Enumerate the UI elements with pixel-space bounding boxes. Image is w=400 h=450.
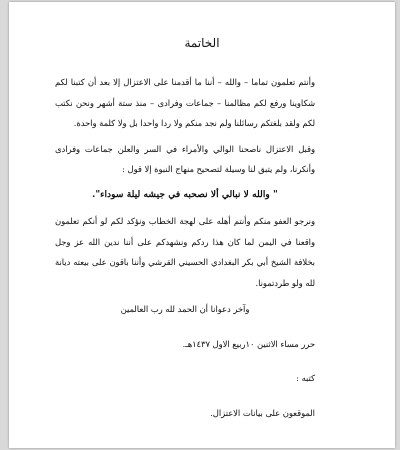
quote: " والله لا نبالي ألا نصحبه في جيشه ليلة سوداء". (92, 188, 278, 200)
document-page (9, 2, 395, 448)
paragraph-2 (55, 139, 315, 180)
page-title: الخاتمة (184, 36, 220, 50)
paragraph-1-text: وأنتم تعلمون تماما – والله – أننا ما أقدمنا على الاعتزال إلا بعد أن كتبنا لكم شكاوينا ورفع لكم مظالمنا – جماعات وفرادى – منذ ستة أشهر ونحن نكتب لكم ولقد بلغتكم رسائلنا ولم نجد منكم ولا ردا واحدا بل ولا كلمة واحدة. (55, 77, 315, 128)
date-line: حرر مساء الاثنين ١٠ربيع الاول ١٤٣٧هـ. (182, 338, 315, 349)
closing-line: وآخر دعوانا أن الحمد لله رب العالمين (120, 304, 250, 314)
paragraph-2-text: وقبل الاعتزال ناصحنا الوالي والأمراء في السر والعلن جماعات وفرادى وأنكرنا، ولم يتبق لنا وسيلة لتصحيح منهاج النبوة إلا قول : (55, 143, 315, 174)
document-body (55, 72, 315, 423)
paragraph-1 (55, 72, 315, 134)
paragraph-3 (55, 211, 315, 293)
signers-line: الموقعون على بيانات الاعتزال. (210, 407, 315, 418)
written-by-label: كتبه : (296, 373, 315, 383)
paragraph-3-text: ونرجو العفو منكم وأنتم أهله على لهجة الخطاب ونؤكد لكم لو أنكم تعلمون واقعنا في اليمن لما كان هذا ردكم ونشهدكم على أننا ندين الله عز وجل بخلافة الشيخ أبي بكر البغدادي الحسيني القرشي وأننا باقون على بيعته ديانة لله ولو طردتمونا. (55, 216, 315, 288)
